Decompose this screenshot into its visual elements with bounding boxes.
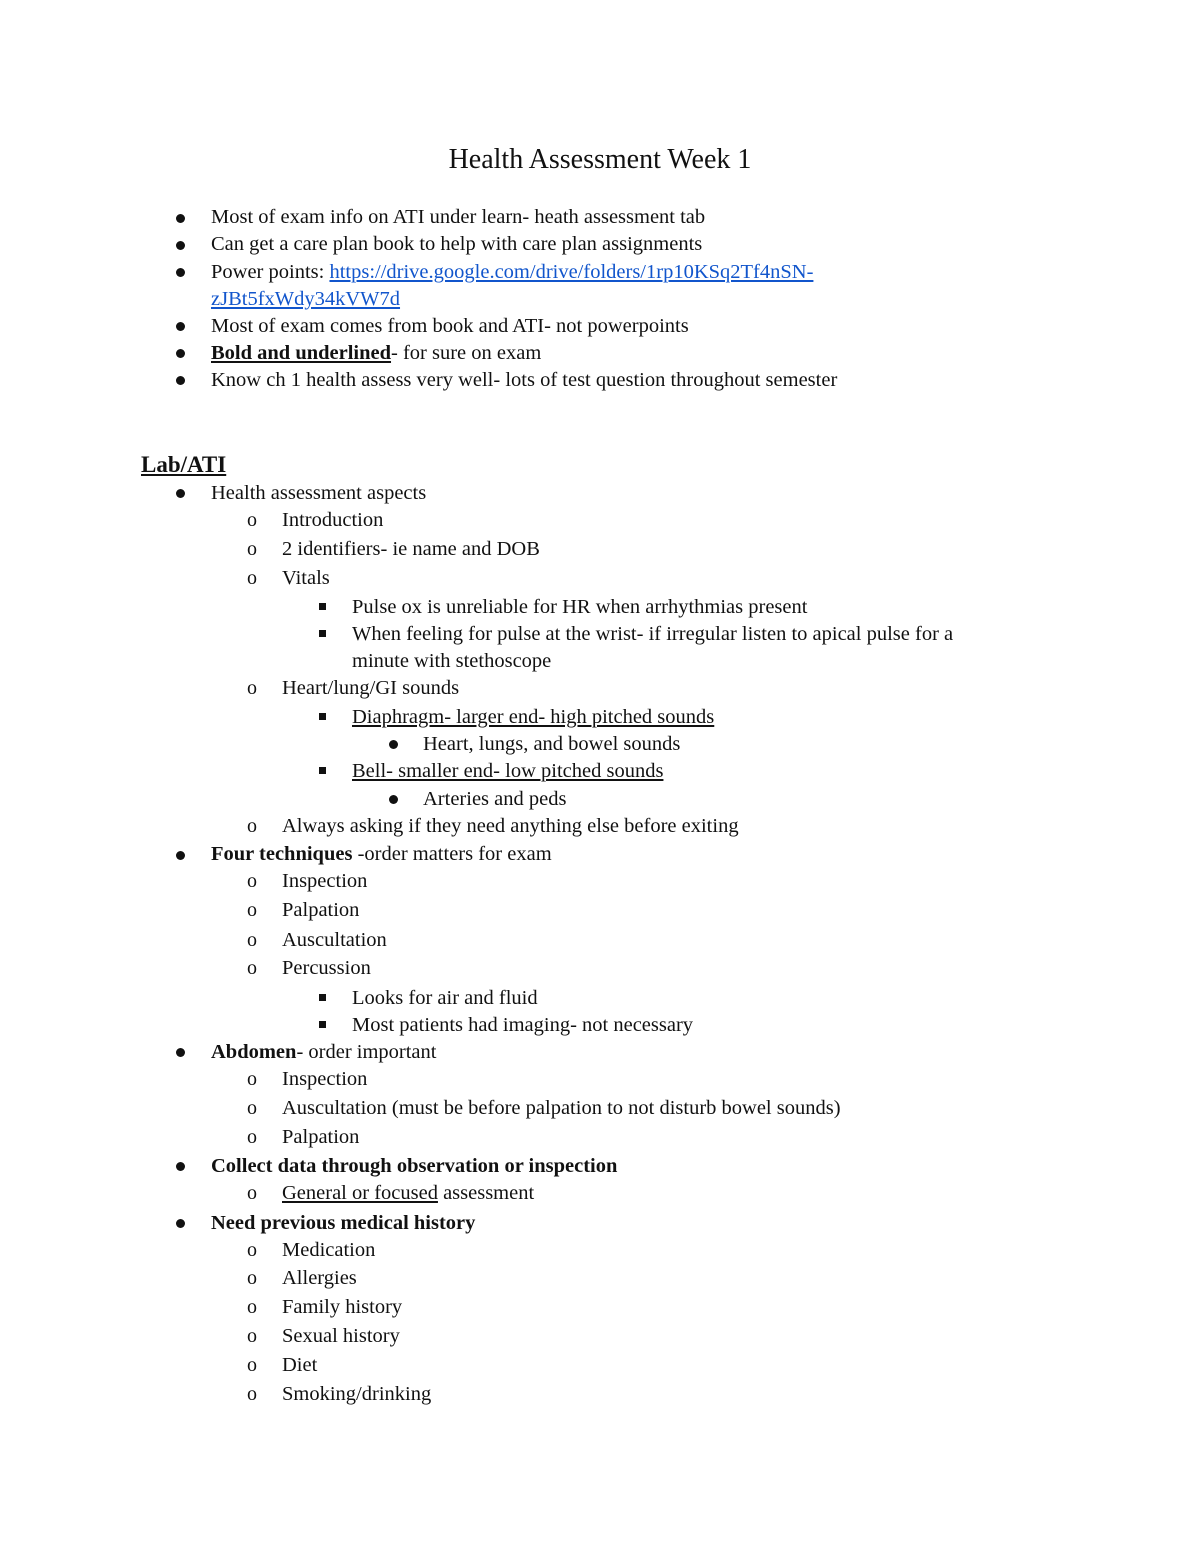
list-item: Vitals — [282, 567, 330, 589]
list-item: Smoking/drinking — [282, 1383, 432, 1405]
bullet-dot — [389, 740, 398, 749]
bullet-dot — [176, 376, 185, 385]
bullet-dot — [389, 795, 398, 804]
bullet-dot — [176, 268, 185, 277]
bullet-circle: o — [247, 1325, 257, 1347]
list-item: Most patients had imaging- not necessary — [352, 1014, 694, 1036]
list-item: Palpation — [282, 1126, 360, 1148]
bullet-circle: o — [247, 509, 257, 531]
list-item: Heart, lungs, and bowel sounds — [423, 733, 681, 755]
bullet-circle: o — [247, 1097, 257, 1119]
list-item: Looks for air and fluid — [352, 987, 538, 1009]
list-item: Allergies — [282, 1267, 357, 1289]
list-item: Heart/lung/GI sounds — [282, 677, 460, 699]
list-item: Inspection — [282, 1068, 368, 1090]
bullet-circle: o — [247, 1354, 257, 1376]
bullet-circle: o — [247, 677, 257, 699]
emphasis-rest: - for sure on exam — [391, 342, 542, 364]
list-item — [211, 259, 813, 286]
bold-label: Abdomen — [211, 1041, 297, 1063]
list-item-continuation — [211, 286, 400, 313]
bullet-circle: o — [247, 929, 257, 951]
bullet-dot — [176, 349, 185, 358]
list-item: Family history — [282, 1296, 403, 1318]
page-title: Health Assessment Week 1 — [448, 144, 752, 175]
underlined-text: General or focused — [282, 1182, 438, 1204]
bullet-square — [319, 713, 326, 720]
bullet-dot — [176, 322, 185, 331]
bullet-circle: o — [247, 1182, 257, 1204]
list-item: Auscultation — [282, 929, 387, 951]
list-item: 2 identifiers- ie name and DOB — [282, 538, 540, 560]
emphasis-text: Bold and underlined — [211, 342, 392, 364]
section-heading: Lab/ATI — [141, 452, 227, 477]
bullet-square — [319, 603, 326, 610]
bullet-circle: o — [247, 957, 257, 979]
bold-label: Four techniques — [211, 843, 353, 865]
bullet-circle: o — [247, 1126, 257, 1148]
bullet-dot — [176, 241, 185, 250]
bullet-circle: o — [247, 1267, 257, 1289]
list-item-continuation: minute with stethoscope — [352, 650, 552, 672]
list-item: Inspection — [282, 870, 368, 892]
list-item: Percussion — [282, 957, 371, 979]
bullet-circle: o — [247, 1383, 257, 1405]
list-item: Sexual history — [282, 1325, 400, 1347]
list-item: Collect data through observation or inspection — [211, 1155, 618, 1177]
text-rest: assessment — [437, 1182, 535, 1204]
list-item: Need previous medical history — [211, 1212, 476, 1234]
powerpoints-link-continuation[interactable]: zJBt5fxWdy34kVW7d — [211, 288, 401, 310]
bullet-circle: o — [247, 815, 257, 837]
bullet-circle: o — [247, 899, 257, 921]
bullet-circle: o — [247, 1068, 257, 1090]
list-item: Diaphragm- larger end- high pitched sounds — [352, 706, 715, 728]
list-item: Introduction — [282, 509, 384, 531]
powerpoints-link[interactable]: https://drive.google.com/drive/folders/1rp10KSq2Tf4nSN- — [329, 261, 814, 283]
bullet-dot — [176, 1219, 185, 1228]
list-item — [282, 1180, 534, 1207]
bullet-dot — [176, 851, 185, 860]
list-item: Pulse ox is unreliable for HR when arrhythmias present — [352, 596, 808, 618]
bullet-dot — [176, 489, 185, 498]
bullet-circle: o — [247, 870, 257, 892]
bullet-circle: o — [247, 538, 257, 560]
bullet-dot — [176, 1048, 185, 1057]
list-item: Can get a care plan book to help with care plan assignments — [211, 233, 703, 255]
bullet-square — [319, 630, 326, 637]
bullet-circle: o — [247, 567, 257, 589]
list-item: Arteries and peds — [423, 788, 567, 810]
list-item — [211, 340, 541, 367]
list-item: Most of exam info on ATI under learn- heath assessment tab — [211, 206, 706, 228]
bullet-square — [319, 994, 326, 1001]
list-item: Diet — [282, 1354, 318, 1376]
powerpoints-label: Power points: — [211, 261, 330, 283]
list-item: Bell- smaller end- low pitched sounds — [352, 760, 664, 782]
list-item: Health assessment aspects — [211, 482, 427, 504]
bullet-dot — [176, 214, 185, 223]
list-item: Always asking if they need anything else before exiting — [282, 815, 739, 837]
bullet-square — [319, 767, 326, 774]
list-item: Know ch 1 health assess very well- lots of test question throughout semester — [211, 369, 838, 391]
list-item: Auscultation (must be before palpation to not disturb bowel sounds) — [282, 1097, 841, 1119]
list-item: Medication — [282, 1239, 376, 1261]
list-item: When feeling for pulse at the wrist- if irregular listen to apical pulse for a — [352, 623, 954, 645]
list-item — [211, 1039, 436, 1066]
bullet-dot — [176, 1162, 185, 1171]
label-rest: -order matters for exam — [352, 843, 552, 865]
bullet-circle: o — [247, 1239, 257, 1261]
list-item — [211, 841, 552, 868]
label-rest: - order important — [296, 1041, 437, 1063]
bullet-square — [319, 1021, 326, 1028]
bullet-circle: o — [247, 1296, 257, 1318]
list-item: Palpation — [282, 899, 360, 921]
list-item: Most of exam comes from book and ATI- not powerpoints — [211, 315, 689, 337]
